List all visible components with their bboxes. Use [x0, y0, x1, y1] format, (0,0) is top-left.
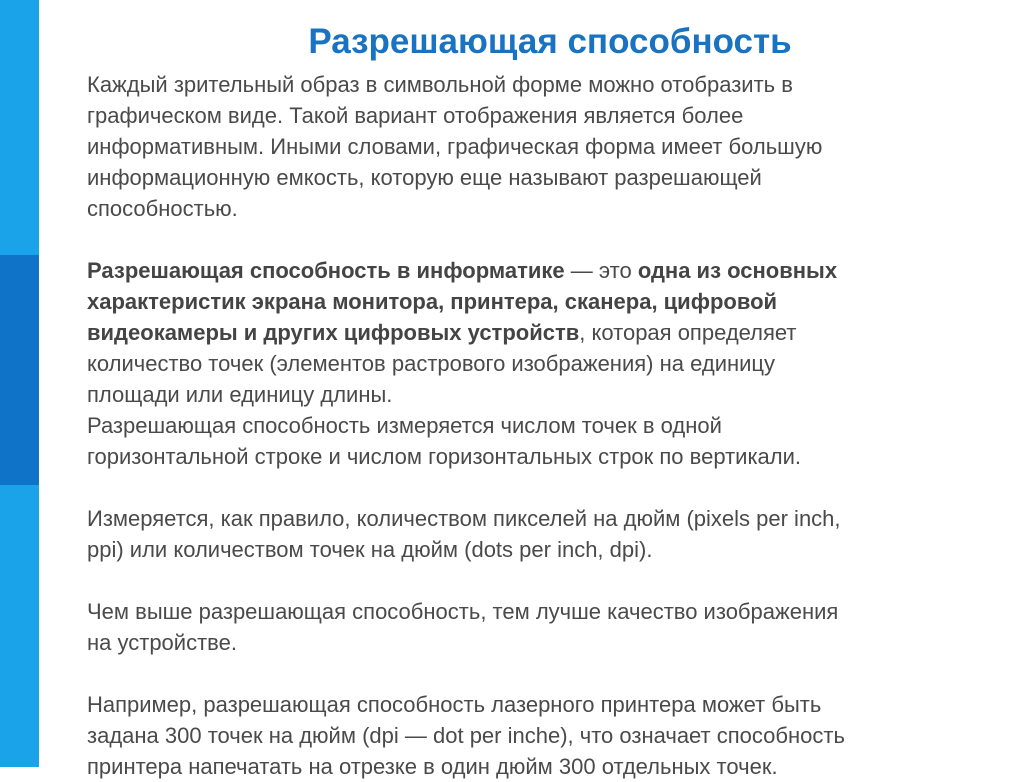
- slide-body: [87, 69, 987, 782]
- text-line: на устройстве.: [87, 630, 237, 655]
- text-line: площади или единицу длины.: [87, 382, 393, 407]
- text-line: Каждый зрительный образ в символьной форме можно отобразить в: [87, 72, 793, 97]
- definition-term: Разрешающая способность в информатике: [87, 258, 565, 283]
- sidebar-accent-stripe: [0, 255, 39, 485]
- text-line: горизонтальной строке и числом горизонтальных строк по вертикали.: [87, 444, 802, 469]
- paragraph-measurement: [87, 410, 987, 472]
- text-line: информационную емкость, которую еще называют разрешающей: [87, 165, 762, 190]
- paragraph-quality: [87, 596, 987, 658]
- paragraph-units: [87, 503, 987, 565]
- definition-bold-text: характеристик экрана монитора, принтера, сканера, цифровой: [87, 289, 778, 314]
- text-line: принтера напечатать на отрезке в один дюйм 300 отдельных точек.: [87, 754, 778, 779]
- text-line: задана 300 точек на дюйм (dpi — dot per inche), что означает способность: [87, 723, 845, 748]
- text-line: Измеряется, как правило, количеством пикселей на дюйм (pixels per inch,: [87, 506, 841, 531]
- text-line: Например, разрешающая способность лазерного принтера может быть: [87, 692, 822, 717]
- paragraph-definition: [87, 255, 987, 410]
- text-line: количество точек (элементов растрового изображения) на единицу: [87, 351, 776, 376]
- text-line: , которая определяет: [579, 320, 797, 345]
- text-line: ppi) или количеством точек на дюйм (dots per inch, dpi).: [87, 537, 653, 562]
- paragraph-example: [87, 689, 987, 782]
- text-line: способностью.: [87, 196, 238, 221]
- slide-title: Разрешающая способность: [308, 22, 792, 61]
- text-line: Чем выше разрешающая способность, тем лучше качество изображения: [87, 599, 839, 624]
- text-line: информативным. Иными словами, графическая форма имеет большую: [87, 134, 823, 159]
- definition-bold-text: видеокамеры и других цифровых устройств: [87, 320, 580, 345]
- text-line: Разрешающая способность измеряется числом точек в одной: [87, 413, 722, 438]
- paragraph-intro: [87, 69, 987, 224]
- definition-dash: — это: [564, 258, 638, 283]
- text-line: графическом виде. Такой вариант отображения является более: [87, 103, 744, 128]
- definition-bold-text: одна из основных: [637, 258, 838, 283]
